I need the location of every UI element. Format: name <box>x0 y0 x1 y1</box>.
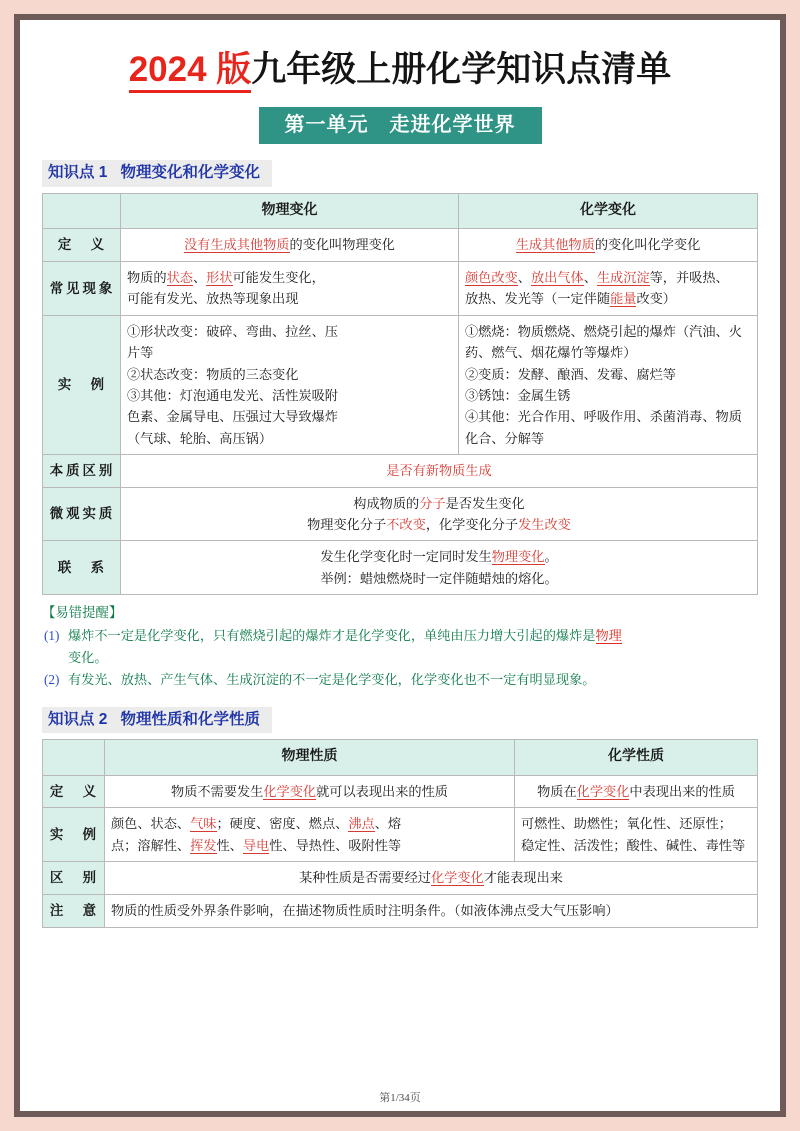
text-line <box>111 900 751 921</box>
plain-text: 某种性质是否需要经过 <box>299 870 431 886</box>
unit-banner-container <box>42 107 758 144</box>
kp2-title: 物理性质和化学性质 <box>120 710 260 728</box>
emphasis-text: 物理变化 <box>491 549 545 565</box>
row-content-col1 <box>121 315 459 454</box>
plain-text: 物质不需要发生 <box>171 783 264 799</box>
emphasis-text: 分子 <box>419 495 446 511</box>
plain-text: 物质的性质受外界条件影响，在描述物质性质时注明条件。（如液体沸点受大气压影响） <box>111 903 619 919</box>
plain-text: 才能表现出来 <box>483 870 563 886</box>
common-mistakes-section <box>42 602 758 690</box>
text-line <box>465 406 751 427</box>
table-row <box>43 229 758 262</box>
common-mistake-item <box>42 625 758 669</box>
text-line <box>127 568 751 589</box>
text-line <box>465 428 751 449</box>
row-label: 本质区别 <box>43 455 121 488</box>
text-line <box>465 364 751 385</box>
text-line <box>127 460 751 481</box>
table-header-col1: 物理性质 <box>105 740 515 776</box>
table-row <box>43 775 758 808</box>
text-line <box>127 288 452 309</box>
emphasis-text: 放出气体 <box>530 270 584 285</box>
emphasis-text: 化学变化 <box>431 870 484 886</box>
plain-text: 片等 <box>127 345 154 361</box>
plain-text: 爆炸不一定是化学变化，只有燃烧引起的爆炸才是化学变化，单纯由压力增大引起的爆炸是 <box>68 628 596 644</box>
emphasis-text: 不改变 <box>386 517 426 533</box>
row-label: 联 系 <box>43 541 121 595</box>
text-line <box>127 514 751 535</box>
plain-text: 性、 <box>216 837 243 853</box>
plain-text: ③其他：灯泡通电发光、活性炭吸附 <box>127 387 338 403</box>
common-mistake-text <box>68 625 758 669</box>
plain-text: 可能发生变化， <box>232 270 325 285</box>
row-content-col2 <box>459 229 758 262</box>
emphasis-text: 化学变化 <box>576 783 630 799</box>
knowledge-point-1-heading <box>42 160 272 186</box>
row-label: 区 别 <box>43 862 105 895</box>
text-line <box>127 385 452 406</box>
plain-text: 颜色、状态、 <box>111 816 191 832</box>
row-content-col2 <box>459 315 758 454</box>
plain-text: 是否发生变化 <box>445 495 525 511</box>
plain-text: 可燃性、助燃性；氧化性、还原性； <box>521 816 732 832</box>
plain-text: 构成物质的 <box>353 495 420 511</box>
kp2-table-body <box>43 740 758 928</box>
text-line <box>465 385 751 406</box>
row-content-col2 <box>459 262 758 316</box>
plain-text: ②变质：发酵、酿酒、发霉、腐烂等 <box>465 366 676 382</box>
emphasis-text: 没有生成其他物质 <box>184 237 290 253</box>
text-line <box>521 813 751 834</box>
plain-text: 举例：蜡烛燃烧时一定伴随蜡烛的熔化。 <box>320 570 558 586</box>
knowledge-point-1-table <box>42 193 758 596</box>
emphasis-text: 状态 <box>166 270 193 285</box>
plain-text: 稳定性、活泼性；酸性、碱性、毒性等 <box>521 837 746 853</box>
plain-text: 的变化叫物理变化 <box>289 237 395 253</box>
plain-text: （气球、轮胎、高压锅） <box>127 430 273 446</box>
unit-banner: 第一单元 走进化学世界 <box>259 107 542 144</box>
plain-text: 的变化叫化学变化 <box>594 237 701 253</box>
plain-text: ①燃烧：物质燃烧、燃烧引起的爆炸（汽油、火 <box>465 323 742 339</box>
row-content-col2 <box>515 808 758 862</box>
table-row <box>43 455 758 488</box>
text-line <box>127 342 452 363</box>
plain-text: ③锈蚀：金属生锈 <box>465 387 571 403</box>
text-line <box>521 835 751 856</box>
table-row <box>43 541 758 595</box>
text-line <box>465 234 751 255</box>
emphasis-text: 物理 <box>595 628 622 644</box>
text-line <box>111 835 508 856</box>
text-line <box>127 428 452 449</box>
row-content-spanning <box>105 862 758 895</box>
plain-text: ；硬度、密度、燃点、 <box>216 816 349 832</box>
table-row <box>43 894 758 927</box>
title-version: 2024 版 <box>129 50 252 93</box>
table-header-col2: 化学变化 <box>459 193 758 229</box>
row-content-col2 <box>515 775 758 808</box>
emphasis-text: 导电 <box>242 837 270 853</box>
plain-text: 等，并吸热、 <box>649 270 729 285</box>
emphasis-text: 能量 <box>610 291 637 307</box>
table-row <box>43 862 758 895</box>
row-label: 实 例 <box>43 808 105 862</box>
plain-text: ①形状改变：破碎、弯曲、拉丝、压 <box>127 323 338 339</box>
row-label: 注 意 <box>43 894 105 927</box>
text-line <box>465 342 751 363</box>
table-row <box>43 315 758 454</box>
page-frame <box>14 14 786 1117</box>
text-line <box>465 267 751 288</box>
text-line <box>68 669 758 691</box>
plain-text: 、 <box>517 270 531 285</box>
common-mistakes-list <box>42 625 758 690</box>
page-content <box>20 20 780 1111</box>
plain-text: 、熔 <box>374 816 402 832</box>
plain-text: 发生化学变化时一定同时发生 <box>320 549 492 565</box>
plain-text: 、 <box>192 270 207 285</box>
plain-text: 变化。 <box>68 650 108 666</box>
table-header-row <box>43 193 758 229</box>
plain-text: 改变） <box>636 291 676 307</box>
plain-text: 放热、发光等（一定伴随 <box>465 291 611 307</box>
table-header-row <box>43 740 758 776</box>
plain-text: 有发光、放热、产生气体、生成沉淀的不一定是化学变化，化学变化也不一定有明显现象。 <box>68 671 596 687</box>
knowledge-point-2-heading <box>42 707 272 733</box>
text-line <box>127 267 452 288</box>
table-row <box>43 262 758 316</box>
row-label: 定 义 <box>43 229 121 262</box>
common-mistake-text <box>68 669 758 691</box>
text-line <box>111 781 508 802</box>
plain-text: ，化学变化分子 <box>425 517 519 533</box>
text-line <box>465 321 751 342</box>
kp1-title: 物理变化和化学变化 <box>120 164 260 182</box>
common-mistake-number: (2) <box>44 671 60 687</box>
plain-text: ②状态改变：物质的三态变化 <box>127 366 299 382</box>
plain-text: 就可以表现出来的性质 <box>316 783 448 799</box>
table-header-col1: 物理变化 <box>121 193 459 229</box>
text-line <box>465 288 751 309</box>
plain-text: 中表现出来的性质 <box>629 783 735 799</box>
row-content-col1 <box>105 808 515 862</box>
plain-text: 物质在 <box>537 783 577 799</box>
plain-text: 药、燃气、烟花爆竹等爆炸） <box>465 345 637 361</box>
plain-text: 物质的 <box>127 270 167 285</box>
emphasis-text: 生成沉淀 <box>596 270 650 285</box>
emphasis-text: 颜色改变 <box>465 270 518 285</box>
row-label: 常见现象 <box>43 262 121 316</box>
row-content-spanning <box>121 541 758 595</box>
plain-text: 性、导热性、吸附性等 <box>269 837 402 853</box>
title-rest: 九年级上册化学知识点清单 <box>251 50 672 89</box>
text-line <box>127 546 751 567</box>
table-row <box>43 487 758 541</box>
emphasis-text: 是否有新物质生成 <box>386 463 492 479</box>
plain-text: 色素、金属导电、压强过大导致爆炸 <box>127 409 338 425</box>
emphasis-text: 形状 <box>206 270 233 285</box>
text-line <box>127 493 751 514</box>
text-line <box>127 321 452 342</box>
plain-text: 点；溶解性、 <box>111 837 191 853</box>
text-line <box>68 647 758 669</box>
emphasis-text: 气味 <box>190 816 217 832</box>
plain-text: 物理变化分子 <box>307 517 387 533</box>
emphasis-text: 生成其他物质 <box>515 237 595 253</box>
row-content-col1 <box>121 262 459 316</box>
row-content-col1 <box>121 229 459 262</box>
table-header-corner <box>43 740 105 776</box>
text-line <box>127 234 452 255</box>
table-header-corner <box>43 193 121 229</box>
common-mistake-number: (1) <box>44 628 60 644</box>
table-header-col2: 化学性质 <box>515 740 758 776</box>
text-line <box>111 867 751 888</box>
plain-text: 化合、分解等 <box>465 430 545 446</box>
page-footer: 第1/34页 <box>379 1092 421 1104</box>
text-line <box>521 781 751 802</box>
kp2-label: 知识点 2 <box>48 710 108 728</box>
text-line <box>111 813 508 834</box>
row-content-spanning <box>121 487 758 541</box>
row-label: 定 义 <box>43 775 105 808</box>
emphasis-text: 挥发 <box>190 837 217 853</box>
table-row <box>43 808 758 862</box>
emphasis-text: 发生改变 <box>518 517 571 533</box>
text-line <box>68 625 758 647</box>
text-line <box>127 364 452 385</box>
plain-text: 可能有发光、放热等现象出现 <box>127 291 299 307</box>
plain-text: ④其他：光合作用、呼吸作用、杀菌消毒、物质 <box>465 409 742 425</box>
common-mistakes-title: 【易错提醒】 <box>42 605 123 621</box>
plain-text: 、 <box>583 270 597 285</box>
kp1-label: 知识点 1 <box>48 164 108 182</box>
row-content-col1 <box>105 775 515 808</box>
emphasis-text: 化学变化 <box>263 783 317 799</box>
page-title <box>42 50 758 90</box>
plain-text: 。 <box>544 549 558 565</box>
emphasis-text: 沸点 <box>348 816 375 832</box>
text-line <box>127 406 452 427</box>
kp1-table-body <box>43 193 758 595</box>
row-content-spanning <box>121 455 758 488</box>
common-mistake-item <box>42 669 758 691</box>
row-label: 微观实质 <box>43 487 121 541</box>
knowledge-point-2-table <box>42 739 758 928</box>
row-label: 实 例 <box>43 315 121 454</box>
row-content-spanning <box>105 894 758 927</box>
